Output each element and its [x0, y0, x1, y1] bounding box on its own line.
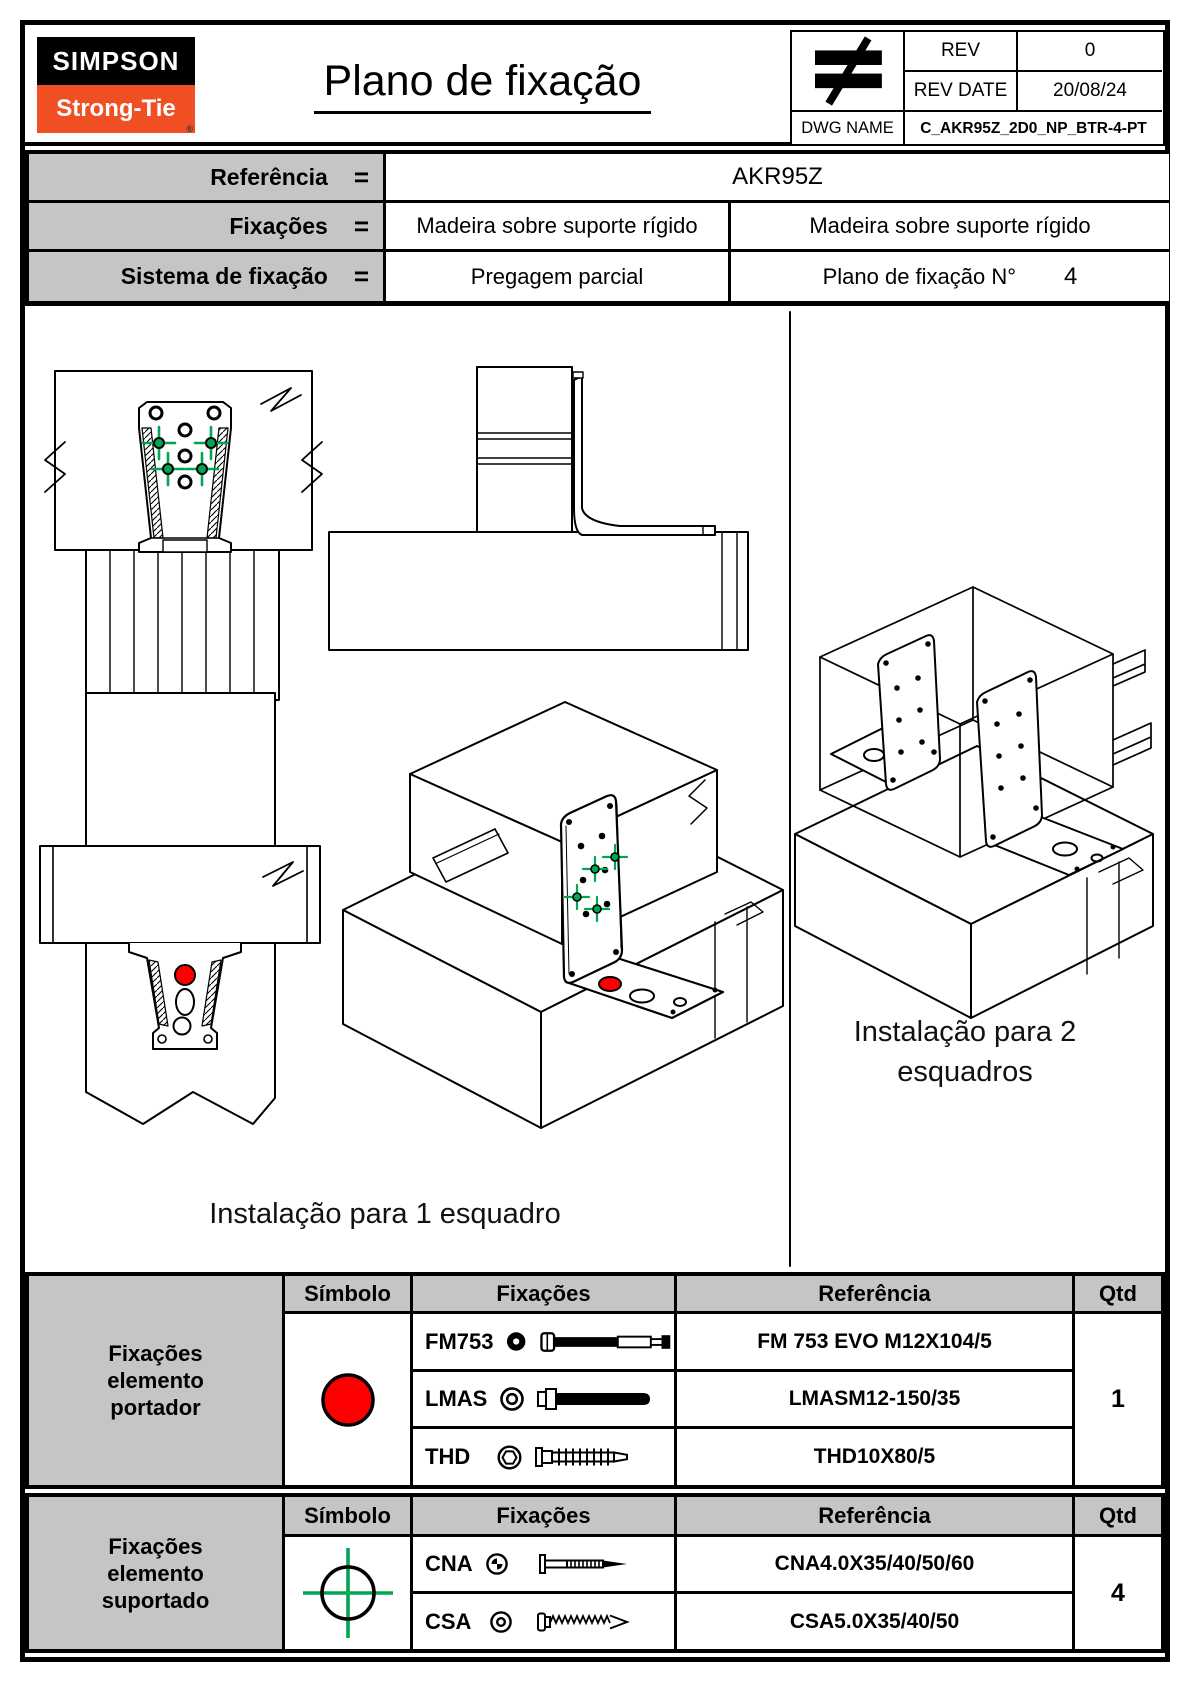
dwg-name-label: DWG NAME [792, 112, 905, 145]
col-header-reference-2: Referência [677, 1497, 1075, 1537]
revision-block [790, 30, 1165, 146]
rev-date-label: REV DATE [905, 72, 1018, 112]
side-view [329, 367, 748, 650]
rev-label: REV [905, 32, 1018, 72]
reference-fm753: FM 753 EVO M12X104/5 [677, 1314, 1075, 1372]
fixing-row-fm753: FM753 [413, 1314, 677, 1372]
red-anchor-marker-iso [599, 977, 621, 991]
qty-carrier: 1 [1075, 1314, 1161, 1485]
thd-screw-icon [535, 1444, 635, 1470]
reference-value: AKR95Z [386, 154, 1169, 203]
fixing-row-csa: CSA [413, 1594, 677, 1649]
not-equal-icon [792, 32, 905, 112]
fixings-value-left: Madeira sobre suporte rígido [386, 203, 731, 252]
red-anchor-symbol [285, 1314, 413, 1485]
reference-label: Referência = [29, 154, 386, 203]
isometric-double-bracket [795, 587, 1153, 1018]
fixing-row-cna: CNA [413, 1537, 677, 1594]
csa-head-icon [489, 1610, 513, 1634]
fixing-row-lmas: LMAS [413, 1372, 677, 1429]
group-label-supported: Fixações elemento suportado [29, 1497, 285, 1649]
lmas-bolt-icon [537, 1386, 655, 1412]
caption-double-bracket: Instalação para 2 esquadros [853, 1016, 1077, 1088]
reference-thd: THD10X80/5 [677, 1429, 1075, 1485]
fixing-row-thd: THD [413, 1429, 677, 1485]
dwg-name-value: C_AKR95Z_2D0_NP_BTR-4-PT [920, 119, 1147, 137]
col-header-fixings: Fixações [413, 1276, 677, 1314]
col-header-fixings-2: Fixações [413, 1497, 677, 1537]
page-title: Plano de fixação [205, 57, 760, 114]
front-view [45, 371, 322, 700]
plan-number-value: 4 [1064, 262, 1078, 290]
caption-single-bracket: Instalação para 1 esquadro [209, 1198, 561, 1230]
col-header-symbol-2: Símbolo [285, 1497, 413, 1537]
fixings-label: Fixações = [29, 203, 386, 252]
qty-supported: 4 [1075, 1537, 1161, 1649]
logo-strongtie: Strong-Tie ® [37, 85, 195, 133]
group-label-carrier: Fixações elemento portador [29, 1276, 285, 1485]
fixings-value-right: Madeira sobre suporte rígido [731, 203, 1169, 252]
simpson-strongtie-logo [37, 37, 195, 133]
system-label: Sistema de fixação = [29, 252, 386, 301]
technical-drawing [25, 306, 1165, 1272]
reference-cna: CNA4.0X35/40/50/60 [677, 1537, 1075, 1594]
col-header-symbol: Símbolo [285, 1276, 413, 1314]
system-value: Pregagem parcial [386, 252, 731, 301]
logo-simpson: SIMPSON [37, 37, 195, 85]
green-nail-symbol [285, 1537, 413, 1649]
col-header-reference: Referência [677, 1276, 1075, 1314]
rev-value: 0 [1018, 32, 1162, 72]
title-bar [25, 25, 1165, 146]
fm753-head-icon [505, 1330, 527, 1353]
thd-head-icon [496, 1444, 523, 1471]
beam-underside-view [40, 693, 320, 1124]
rev-date-value: 20/08/24 [1018, 72, 1162, 112]
isometric-single-bracket [343, 702, 783, 1128]
col-header-qty: Qtd [1075, 1276, 1161, 1314]
drawing-area [25, 306, 1165, 1272]
reference-csa: CSA5.0X35/40/50 [677, 1594, 1075, 1649]
fastener-table-supported [25, 1493, 1165, 1653]
csa-screw-icon [537, 1610, 635, 1634]
lmas-head-icon [499, 1386, 525, 1412]
sheet-frame [20, 20, 1170, 1662]
registered-mark: ® [186, 124, 193, 134]
red-anchor-marker [175, 965, 195, 985]
cna-nail-icon [539, 1552, 641, 1576]
fastener-table-carrier [25, 1272, 1165, 1489]
col-header-qty-2: Qtd [1075, 1497, 1161, 1537]
reference-lmas: LMASM12-150/35 [677, 1372, 1075, 1429]
reference-info-table [25, 150, 1165, 306]
plan-number-label: Plano de fixação N° [822, 263, 1017, 289]
plan-number-cell [731, 252, 1169, 301]
cna-head-icon [485, 1552, 509, 1576]
fm753-bolt-icon [540, 1330, 674, 1354]
